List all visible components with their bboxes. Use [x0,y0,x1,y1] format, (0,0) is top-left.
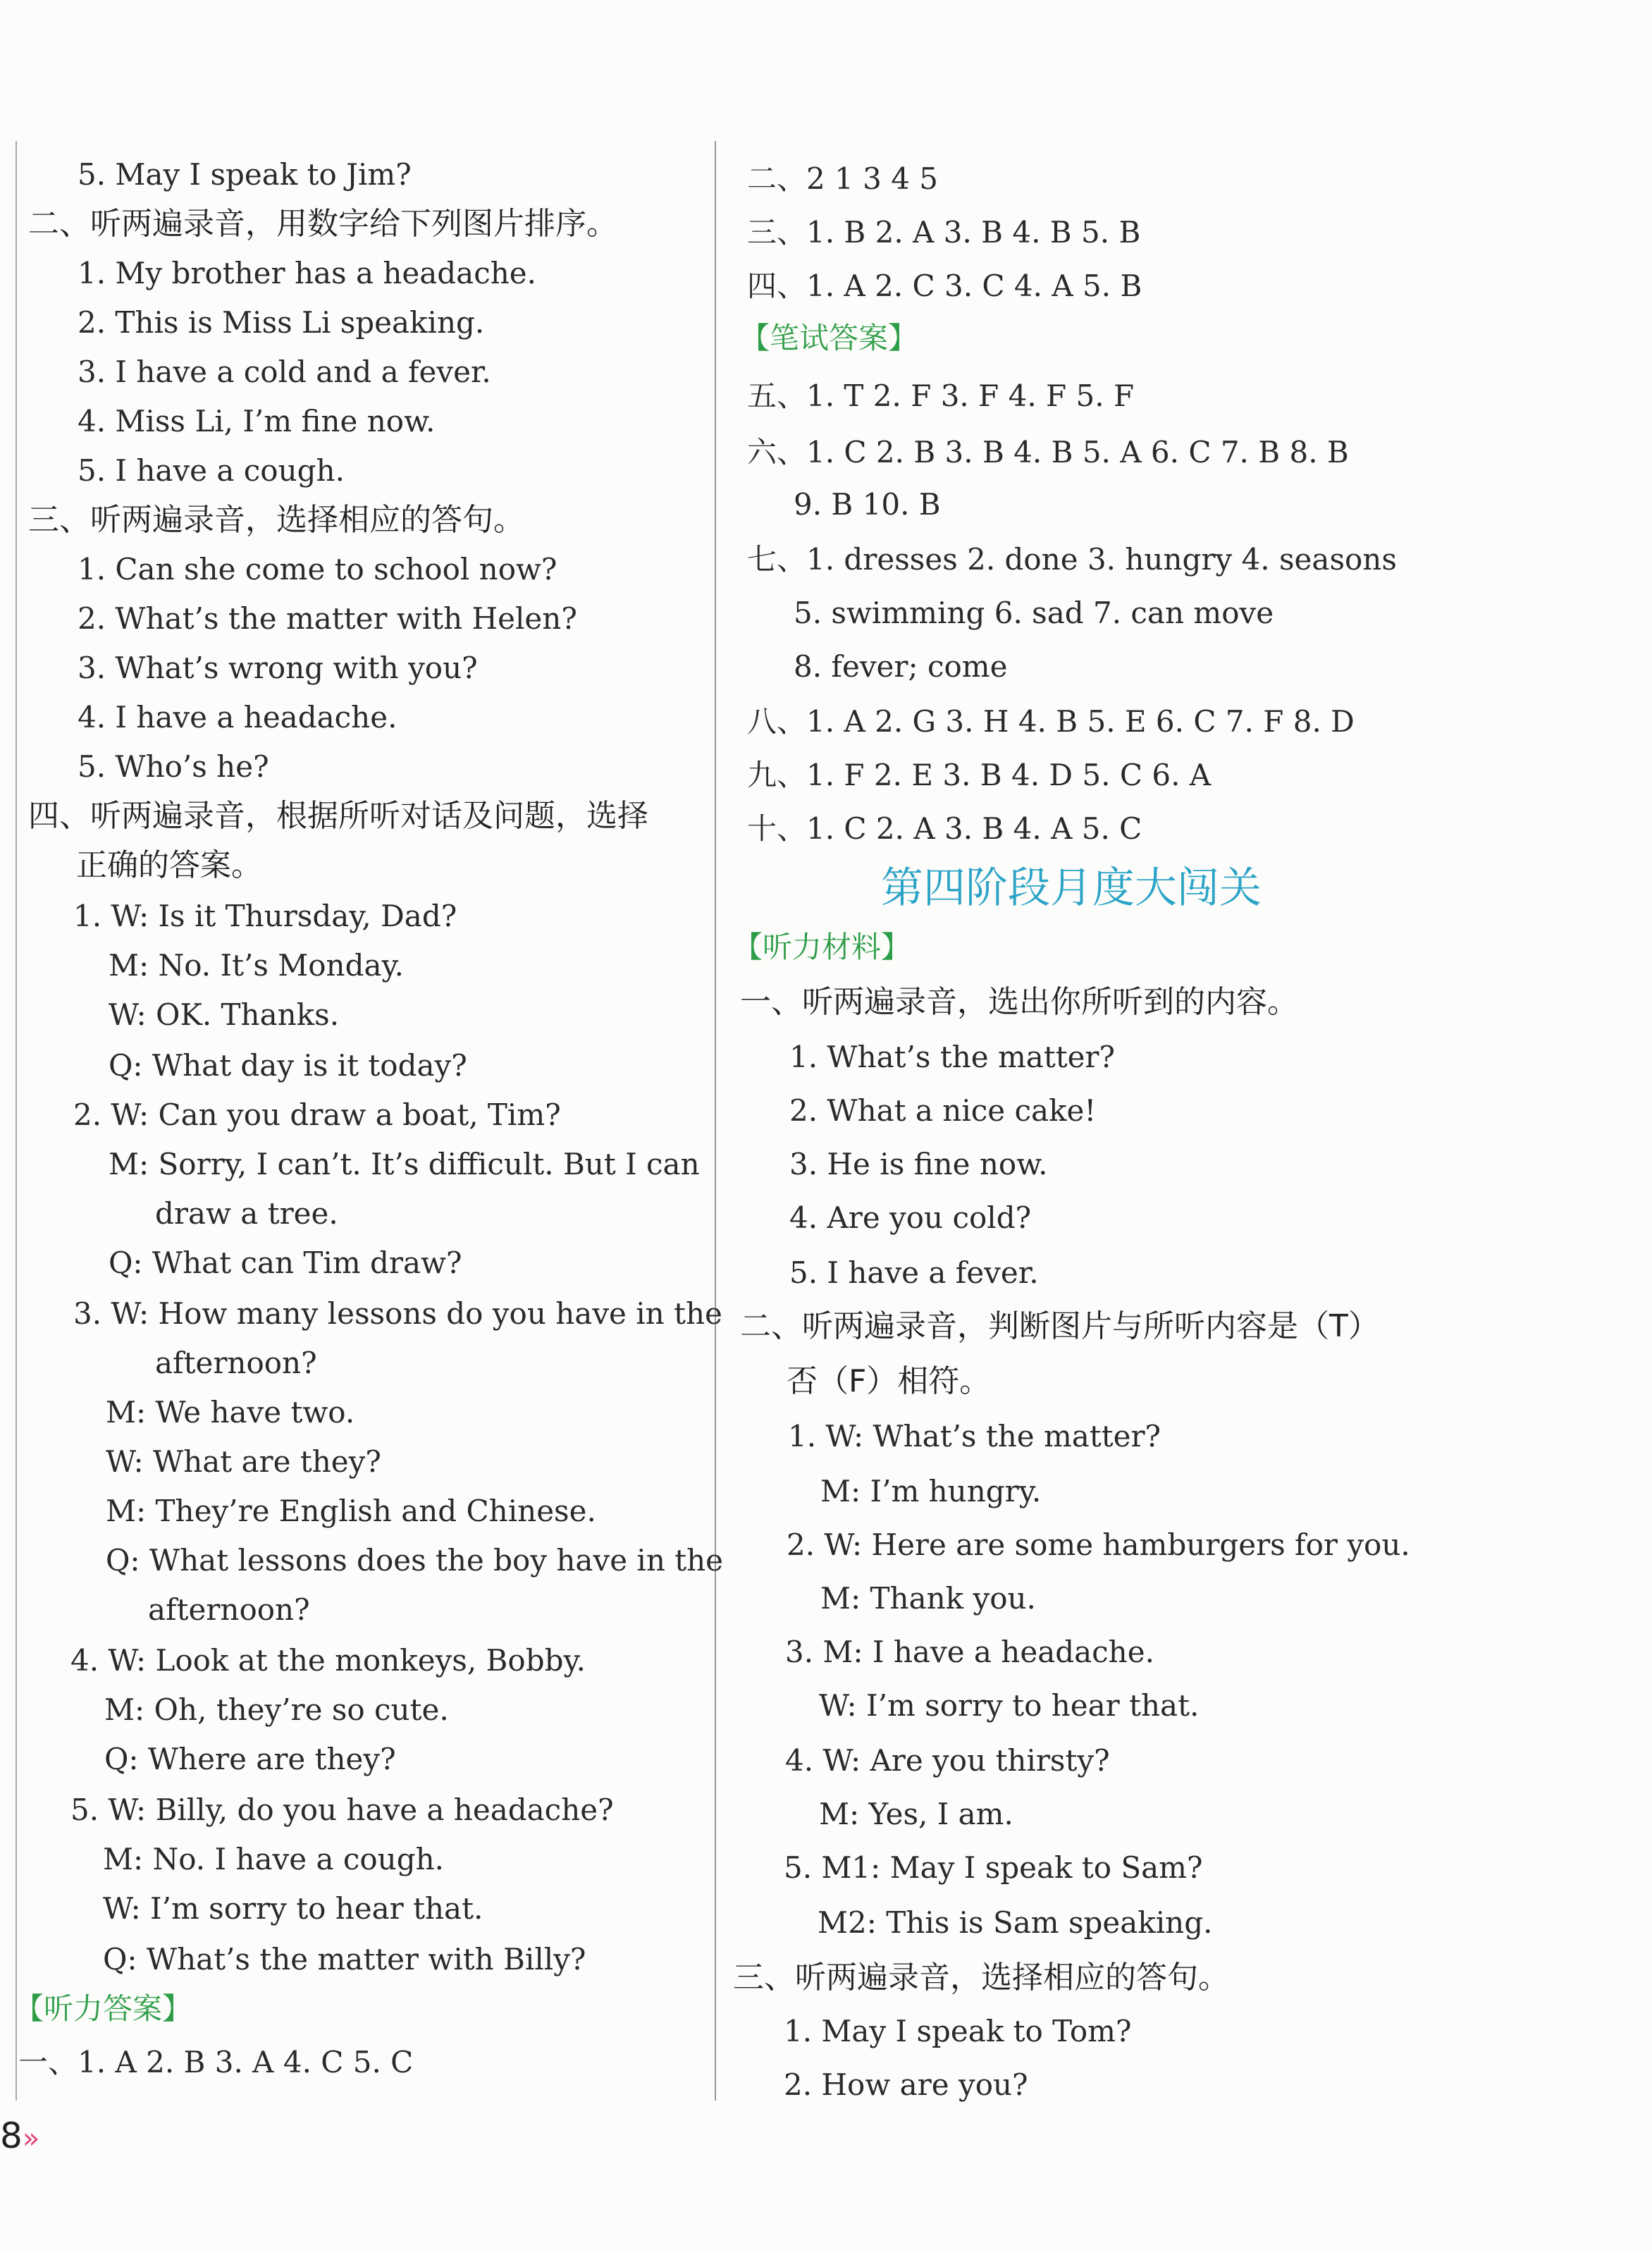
text-line: 5. I have a cough. [78,453,345,488]
text-line: M2: This is Sam speaking. [818,1905,1213,1940]
section-heading: 二、听两遍录音，用数字给下列图片排序。 [28,206,617,242]
text-line: 3. I have a cold and a fever. [78,355,491,389]
text-line: 3. He is fine now. [789,1147,1048,1181]
text-line: Q: What day is it today? [109,1048,467,1083]
text-line: W: I’m sorry to hear that. [103,1891,483,1926]
text-line: W: What are they? [106,1444,381,1479]
text-line: 2. W: Can you draw a boat, Tim? [73,1098,561,1132]
text-line: 1. My brother has a headache. [78,256,536,290]
text-line: 2. What a nice cake! [789,1093,1097,1128]
text-line: 5. W: Billy, do you have a headache? [70,1793,614,1827]
text-line: 七、1. dresses 2. done 3. hungry 4. seasons [747,542,1397,577]
section-heading: 否（F）相符。 [787,1363,991,1399]
section-heading: 二、听两遍录音，判断图片与所听内容是（T） [740,1308,1379,1344]
stage-title: 第四阶段月度大闯关 [881,863,1262,913]
section-heading: 三、听两遍录音，选择相应的答句。 [28,502,524,538]
text-line: 5. Who’s he? [78,749,269,784]
text-line: 二、2 1 3 4 5 [747,161,939,196]
text-line: M: I’m hungry. [820,1474,1042,1508]
text-line: 2. This is Miss Li speaking. [78,305,485,340]
text-line: Q: Where are they? [104,1742,396,1776]
text-line: 9. B 10. B [794,487,941,522]
text-line: Q: What lessons does the boy have in the [106,1543,724,1578]
text-line: 三、1. B 2. A 3. B 4. B 5. B [747,215,1141,250]
page-number-value: 8 [0,2115,23,2156]
text-line: draw a tree. [155,1196,338,1231]
text-line: 5. swimming 6. sad 7. can move [794,596,1274,630]
section-heading: 一、听两遍录音，选出你所听到的内容。 [740,984,1298,1020]
text-line: M: Thank you. [820,1581,1036,1616]
text-line: 五、1. T 2. F 3. F 4. F 5. F [747,379,1135,413]
page-number [0,2115,39,2160]
answer-tag: 【笔试答案】 [740,321,918,355]
text-line: 4. I have a headache. [78,700,397,734]
text-line: M: We have two. [106,1395,355,1430]
text-line: 1. What’s the matter? [789,1040,1116,1074]
text-line: 5. I have a fever. [789,1255,1039,1290]
text-line: 六、1. C 2. B 3. B 4. B 5. A 6. C 7. B 8. B [747,435,1349,469]
text-line: W: OK. Thanks. [109,997,340,1032]
text-line: 3. M: I have a headache. [785,1635,1154,1669]
text-line: 2. How are you? [784,2067,1028,2102]
answer-tag: 【听力材料】 [733,930,911,964]
text-line: 1. W: Is it Thursday, Dad? [73,899,457,933]
text-line: 4. W: Are you thirsty? [785,1743,1110,1778]
text-line: M: Oh, they’re so cute. [104,1692,449,1727]
text-line: 5. M1: May I speak to Sam? [784,1850,1203,1885]
text-line: 2. What’s the matter with Helen? [78,601,577,636]
text-line: 八、1. A 2. G 3. H 4. B 5. E 6. C 7. F 8. D [747,704,1355,739]
text-line: 1. May I speak to Tom? [784,2014,1132,2048]
text-line: 4. Are you cold? [789,1200,1032,1235]
page-arrow-icon: » [22,2122,40,2155]
text-line: W: I’m sorry to hear that. [819,1688,1200,1723]
text-line: 十、1. C 2. A 3. B 4. A 5. C [747,811,1142,846]
section-heading: 正确的答案。 [76,847,262,883]
text-line: 8. fever; come [794,649,1008,684]
text-line: 4. W: Look at the monkeys, Bobby. [70,1643,586,1678]
text-line: 四、1. A 2. C 3. C 4. A 5. B [747,269,1142,303]
text-line: 3. What’s wrong with you? [78,651,478,685]
text-line: 九、1. F 2. E 3. B 4. D 5. C 6. A [747,758,1212,792]
text-line: 一、1. A 2. B 3. A 4. C 5. C [18,2045,414,2079]
answer-tag: 【听力答案】 [14,1991,192,2026]
text-line: M: Sorry, I can’t. It’s difficult. But I can [109,1147,700,1181]
section-heading: 四、听两遍录音，根据所听对话及问题，选择 [28,798,648,834]
text-line: 1. W: What’s the matter? [788,1419,1161,1453]
section-heading: 三、听两遍录音，选择相应的答句。 [733,1960,1229,1996]
text-line: afternoon? [155,1346,317,1380]
text-line: 3. W: How many lessons do you have in the [73,1296,722,1331]
text-line: M: Yes, I am. [819,1797,1013,1831]
left-margin-rule [16,141,17,2101]
text-line: M: No. I have a cough. [103,1842,445,1876]
text-line: Q: What can Tim draw? [109,1246,462,1280]
text-line: 1. Can she come to school now? [78,552,557,586]
text-line: afternoon? [148,1592,310,1627]
text-line: 5. May I speak to Jim? [78,157,412,192]
text-line: 2. W: Here are some hamburgers for you. [787,1527,1410,1562]
column-divider [715,141,716,2101]
text-line: M: No. It’s Monday. [109,948,404,983]
text-line: 4. Miss Li, I’m fine now. [78,404,436,438]
text-line: M: They’re English and Chinese. [106,1494,596,1528]
text-line: Q: What’s the matter with Billy? [103,1942,586,1977]
